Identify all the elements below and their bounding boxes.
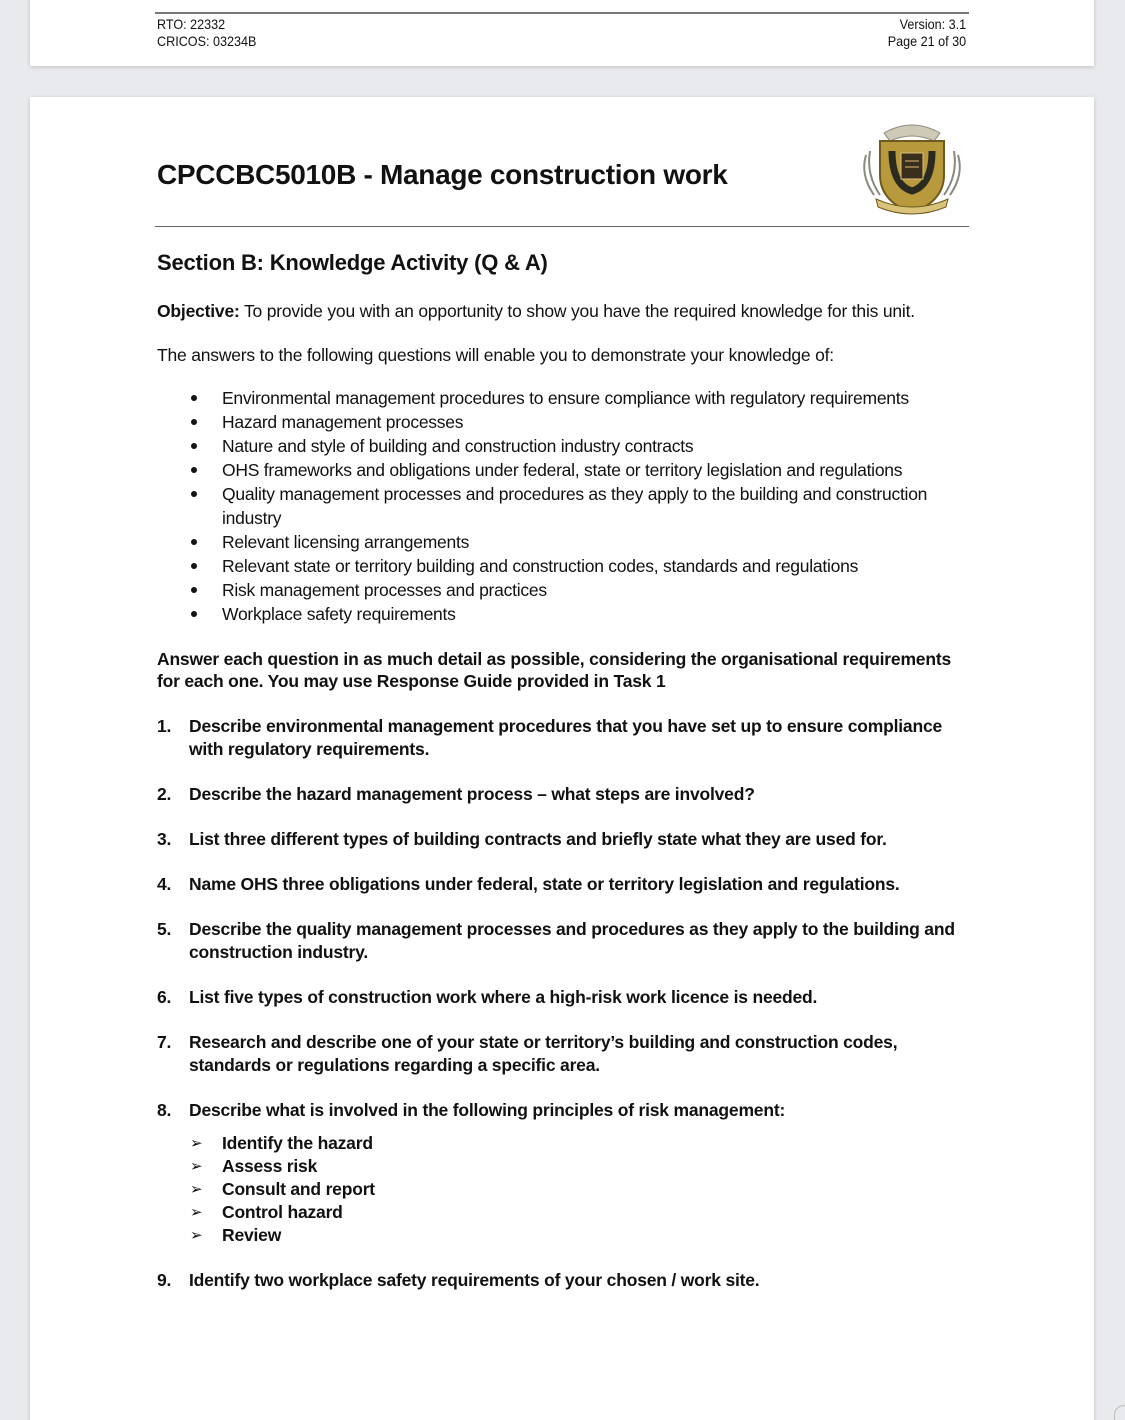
question-2 bbox=[157, 783, 972, 806]
arrow-bullet-icon: ➢ bbox=[190, 1135, 203, 1152]
risk-principle-text: Control hazard bbox=[222, 1202, 343, 1222]
knowledge-item: Risk management processes and practices bbox=[157, 578, 972, 602]
objective-label: Objective: bbox=[157, 301, 240, 321]
risk-principle-text: Review bbox=[222, 1225, 282, 1245]
crest-top-ornament bbox=[884, 125, 940, 141]
arrow-bullet-icon: ➢ bbox=[190, 1181, 203, 1198]
question-text: Research and describe one of your state or territory’s building and construction codes, standards or regulations regarding a specific area. bbox=[189, 1032, 898, 1075]
knowledge-item: Relevant state or territory building and construction codes, standards and regulations bbox=[157, 554, 972, 578]
instruction-text: Answer each question in as much detail as possible, considering the organisational requirements for each one. You may use Response Guide provided in Task 1 bbox=[157, 649, 951, 691]
question-1 bbox=[157, 715, 972, 761]
version-label: Version: 3.1 bbox=[899, 16, 966, 32]
objective-text: To provide you with an opportunity to show you have the required knowledge for this unit. bbox=[239, 301, 915, 321]
question-text: List three different types of building contracts and briefly state what they are used for. bbox=[189, 829, 887, 849]
question-6 bbox=[157, 986, 972, 1009]
question-3 bbox=[157, 828, 972, 851]
question-number: 3. bbox=[157, 829, 172, 849]
risk-principle-item bbox=[189, 1178, 972, 1201]
question-number: 8. bbox=[157, 1100, 172, 1120]
header-divider bbox=[155, 226, 969, 227]
arrow-bullet-icon: ➢ bbox=[190, 1158, 203, 1175]
footer-version-info bbox=[888, 16, 966, 50]
crest-book bbox=[901, 153, 923, 179]
risk-principle-item bbox=[189, 1155, 972, 1178]
crest-laurel-left bbox=[864, 151, 880, 195]
knowledge-item: Nature and style of building and construction industry contracts bbox=[157, 434, 972, 458]
question-text: Describe the quality management processes and procedures as they apply to the building and construction industry. bbox=[189, 919, 955, 962]
question-text: Identify two workplace safety requirements of your chosen / work site. bbox=[189, 1270, 760, 1290]
knowledge-item: OHS frameworks and obligations under federal, state or territory legislation and regulations bbox=[157, 458, 972, 482]
risk-principle-text: Assess risk bbox=[222, 1156, 318, 1176]
risk-principles-list bbox=[189, 1132, 972, 1247]
question-text: Name OHS three obligations under federal, state or territory legislation and regulations. bbox=[189, 874, 900, 894]
intro-text: The answers to the following questions will enable you to demonstrate your knowledge of: bbox=[157, 345, 834, 365]
footer-divider bbox=[155, 12, 969, 14]
question-number: 5. bbox=[157, 919, 172, 939]
page-number: Page 21 of 30 bbox=[887, 33, 966, 49]
arrow-bullet-icon: ➢ bbox=[190, 1204, 203, 1221]
question-text: Describe the hazard management process – what steps are involved? bbox=[189, 784, 755, 804]
previous-page-footer bbox=[30, 0, 1094, 66]
risk-principle-text: Consult and report bbox=[222, 1179, 375, 1199]
question-number: 2. bbox=[157, 784, 172, 804]
question-text: List five types of construction work where a high-risk work licence is needed. bbox=[189, 987, 818, 1007]
question-number: 9. bbox=[157, 1270, 172, 1290]
objective bbox=[157, 300, 972, 322]
section-heading: Section B: Knowledge Activity (Q & A) bbox=[157, 250, 548, 275]
risk-principle-item bbox=[189, 1201, 972, 1224]
question-number: 6. bbox=[157, 987, 172, 1007]
question-number: 7. bbox=[157, 1032, 172, 1052]
scroll-edge-indicator bbox=[1114, 1405, 1125, 1420]
question-7 bbox=[157, 1031, 972, 1077]
question-list bbox=[157, 715, 972, 1292]
question-number: 4. bbox=[157, 874, 172, 894]
risk-principle-item bbox=[189, 1132, 972, 1155]
question-9 bbox=[157, 1269, 972, 1292]
question-text: Describe what is involved in the following principles of risk management: bbox=[189, 1100, 786, 1120]
knowledge-item: Relevant licensing arrangements bbox=[157, 530, 972, 554]
document-page bbox=[30, 97, 1094, 1420]
cricos-code: CRICOS: 03234B bbox=[157, 33, 257, 49]
question-text: Describe environmental management procedures that you have set up to ensure compliance with regulatory requirements. bbox=[189, 716, 943, 759]
question-8 bbox=[157, 1099, 972, 1247]
institution-crest-icon bbox=[856, 115, 968, 219]
unit-title: CPCCBC5010B - Manage construction work bbox=[157, 159, 728, 190]
question-number: 1. bbox=[157, 716, 172, 736]
crest-laurel-right bbox=[944, 151, 960, 195]
risk-principle-text: Identify the hazard bbox=[222, 1133, 373, 1153]
knowledge-item: Quality management processes and procedures as they apply to the building and construction industry bbox=[157, 482, 972, 530]
arrow-bullet-icon: ➢ bbox=[190, 1227, 203, 1244]
knowledge-list bbox=[157, 386, 972, 626]
risk-principle-item bbox=[189, 1224, 972, 1247]
knowledge-item: Environmental management procedures to ensure compliance with regulatory requirements bbox=[157, 386, 972, 410]
rto-number: RTO: 22332 bbox=[157, 16, 226, 32]
question-4 bbox=[157, 873, 972, 896]
knowledge-item: Hazard management processes bbox=[157, 410, 972, 434]
question-5 bbox=[157, 918, 972, 964]
footer-registration bbox=[157, 16, 256, 50]
knowledge-item: Workplace safety requirements bbox=[157, 602, 972, 626]
page-content bbox=[157, 250, 972, 1314]
